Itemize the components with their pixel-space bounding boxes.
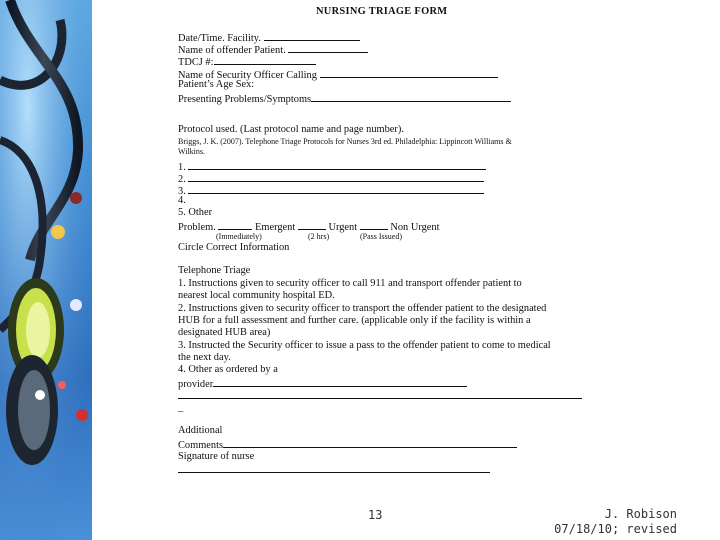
- protocol-item-1: 1.: [178, 159, 486, 175]
- presenting-field: Presenting Problems/Symptoms: [178, 91, 511, 107]
- form-title: NURSING TRIAGE FORM: [316, 6, 448, 17]
- nursing-triage-form: [178, 0, 598, 480]
- triage-option-3-line-2: the next day.: [178, 352, 231, 363]
- signature-blank: [178, 462, 490, 473]
- triage-option-1-line-1: 1. Instructions given to security officer to call 911 and transport offender patient to: [178, 278, 522, 289]
- officer-blank: [320, 67, 498, 78]
- telephone-triage-heading: Telephone Triage: [178, 265, 251, 276]
- protocol-item-3: 3.: [178, 183, 484, 199]
- stethoscope-illustration: [0, 0, 92, 540]
- footer-author: [554, 507, 677, 537]
- date-time-blank: [264, 30, 360, 41]
- triage-option-3-line-1: 3. Instructed the Security officer to issue a pass to the offender patient to come to medical: [178, 340, 551, 351]
- triage-extra-line: [178, 388, 582, 404]
- problem-pass-issued: (Pass Issued): [360, 232, 402, 241]
- reference-line-1: Briggs, J. K. (2007). Telephone Triage Protocols for Nurses 3rd ed. Philadelphia: Lippincott Williams &: [178, 137, 512, 146]
- officer-field: Name of Security Officer Calling: [178, 67, 498, 83]
- triage-option-2-line-2: HUB for a full assessment and further care. (applicable only if the facility is within a: [178, 315, 531, 326]
- comments-blank: [223, 437, 517, 448]
- protocol-item-3-blank: [188, 183, 484, 194]
- comments-field: Comments: [178, 437, 517, 453]
- protocol-item-2: 2.: [178, 171, 484, 187]
- problem-row: Problem. Emergent Urgent Non Urgent: [178, 219, 440, 235]
- protocol-item-1-blank: [188, 159, 486, 170]
- page-number: 13: [368, 508, 383, 522]
- presenting-blank: [311, 91, 511, 102]
- signature-line: [178, 462, 490, 478]
- circle-instruction: Circle Correct Information: [178, 242, 290, 253]
- tdcj-field: TDCJ #:: [178, 54, 316, 70]
- problem-immediately: (Immediately): [216, 232, 262, 241]
- provider-blank: [213, 376, 467, 387]
- problem-two-hrs: (2 hrs): [308, 232, 330, 241]
- triage-option-2-line-3: designated HUB area): [178, 327, 271, 338]
- signature-field: Signature of nurse: [178, 451, 255, 462]
- age-sex-field: Patient’s Age Sex:: [178, 79, 255, 90]
- triage-option-4-line-1: 4. Other as ordered by a: [178, 364, 278, 375]
- offender-name-field: Name of offender Patient.: [178, 42, 368, 58]
- offender-name-blank: [288, 42, 368, 53]
- decorative-sidebar: [0, 0, 92, 540]
- tdcj-blank: [214, 54, 316, 65]
- protocol-item-5: 5. Other: [178, 207, 213, 218]
- revision-date: 07/18/10; revised: [554, 522, 677, 536]
- reference-line-2: Wilkins.: [178, 147, 206, 156]
- additional-heading: Additional: [178, 425, 223, 436]
- protocol-item-2-blank: [188, 171, 484, 182]
- protocol-heading: Protocol used. (Last protocol name and page number).: [178, 124, 404, 135]
- triage-option-2-line-1: 2. Instructions given to security officer to transport the offender patient to the designated: [178, 303, 547, 314]
- protocol-item-4: 4.: [178, 195, 186, 206]
- triage-extra-dash: _: [178, 402, 184, 413]
- triage-option-1-line-2: nearest local community hospital ED.: [178, 290, 335, 301]
- date-time-field: Date/Time. Facility.: [178, 30, 360, 46]
- triage-option-4-line-2: provider: [178, 376, 467, 392]
- author-name: J. Robison: [604, 507, 677, 521]
